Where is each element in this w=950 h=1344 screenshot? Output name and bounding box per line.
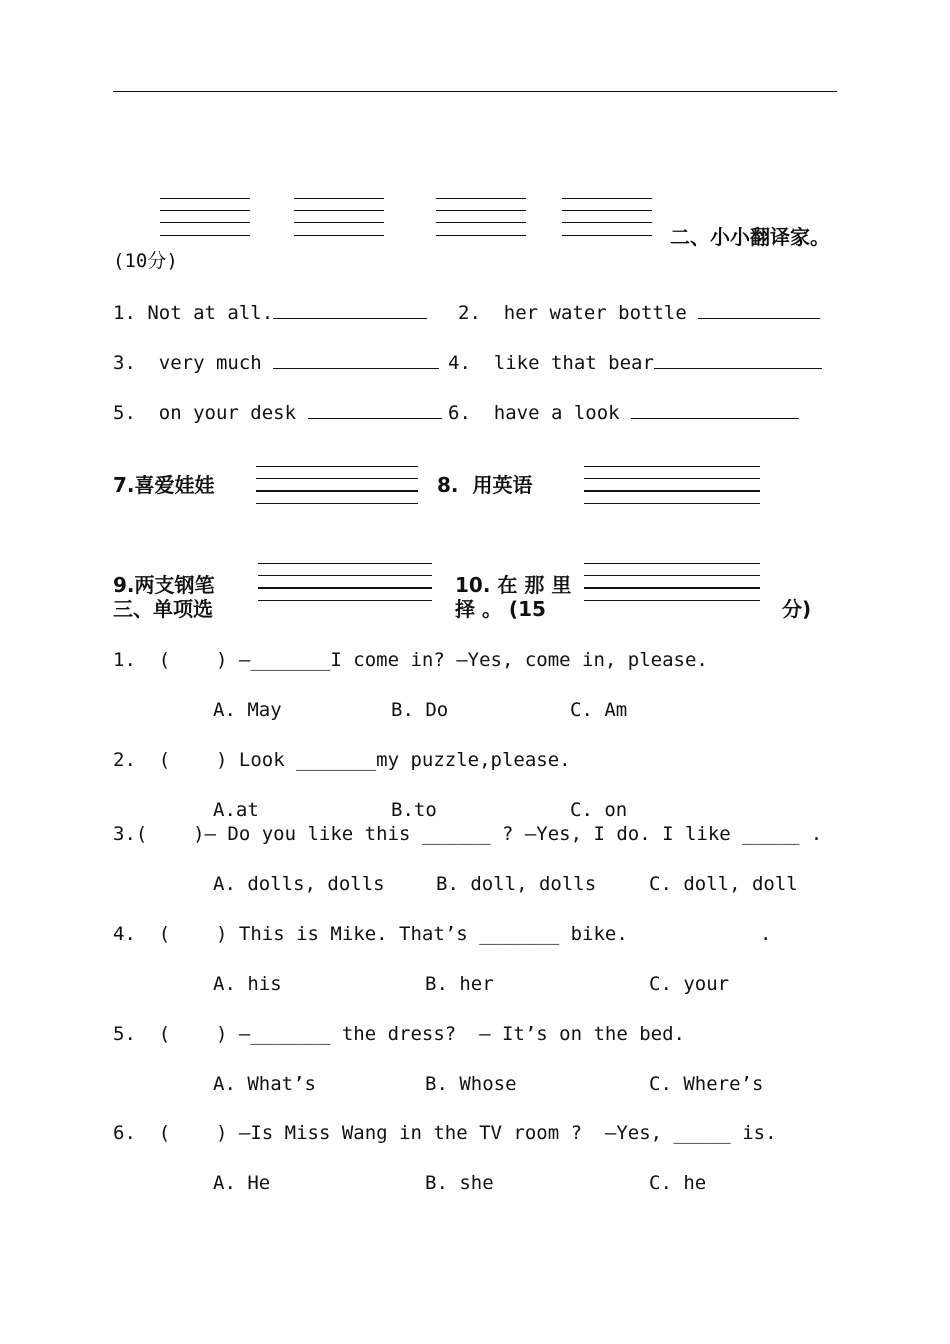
translate-item: 9.两支钢笔 — [113, 573, 215, 597]
writing-guide[interactable] — [584, 466, 760, 506]
answer-blank[interactable] — [631, 400, 799, 419]
section-title: 二、小小翻译家。 — [670, 225, 830, 249]
writing-guide — [562, 198, 652, 238]
section-title: 择 。 (15 — [455, 597, 546, 621]
option[interactable]: A. his — [213, 973, 282, 995]
option[interactable]: C. doll, doll — [649, 873, 798, 895]
option[interactable]: B. Do — [391, 699, 449, 721]
answer-blank[interactable] — [654, 350, 822, 369]
answer-paren[interactable]: ( ) — [158, 1023, 228, 1045]
writing-guide[interactable] — [584, 563, 760, 603]
stray-period: . — [760, 923, 772, 945]
answer-blank[interactable] — [308, 400, 442, 419]
answer-paren[interactable]: ( ) — [158, 649, 228, 671]
translate-item: 4. like that bear — [448, 350, 822, 374]
answer-paren[interactable]: ( ) — [158, 1122, 228, 1144]
option[interactable]: B. Whose — [425, 1073, 517, 1095]
translate-item: 2. her water bottle — [458, 300, 820, 324]
option[interactable]: A. He — [213, 1172, 271, 1194]
question-stem: 2. ( ) Look _______my puzzle,please. — [113, 749, 571, 771]
writing-guide[interactable] — [258, 563, 432, 603]
answer-blank[interactable] — [273, 300, 427, 319]
writing-guide — [294, 198, 384, 238]
answer-blank[interactable] — [273, 350, 439, 369]
option[interactable]: C. Where’s — [649, 1073, 764, 1095]
option[interactable]: B. her — [425, 973, 494, 995]
writing-guide — [436, 198, 526, 238]
writing-guide — [160, 198, 250, 238]
option[interactable]: C. Am — [570, 699, 628, 721]
option[interactable]: A.at — [213, 799, 259, 821]
question-stem: 3.( )— Do you like this ______ ? —Yes, I do. I like _____ . — [113, 823, 823, 845]
question-stem: 6. ( ) —Is Miss Wang in the TV room ? —Yes, _____ is. — [113, 1122, 777, 1144]
option[interactable]: C. he — [649, 1172, 707, 1194]
option[interactable]: B. doll, dolls — [436, 873, 597, 895]
answer-paren[interactable]: ( ) — [158, 923, 228, 945]
question-stem: 5. ( ) —_______ the dress? — It’s on the bed. — [113, 1023, 685, 1045]
header-rule — [113, 91, 837, 92]
answer-blank[interactable] — [698, 300, 820, 319]
section-title: 三、单项选 — [113, 597, 213, 621]
section-title: 分) — [782, 597, 812, 621]
translate-item: 10. 在 那 里 — [455, 573, 572, 597]
option[interactable]: B. she — [425, 1172, 494, 1194]
answer-paren[interactable]: ( ) — [135, 823, 205, 845]
option[interactable]: C. on — [570, 799, 628, 821]
option[interactable]: A. dolls, dolls — [213, 873, 385, 895]
writing-guide[interactable] — [256, 466, 418, 506]
translate-item: 7.喜爱娃娃 — [113, 473, 215, 497]
translate-item: 6. have a look — [448, 400, 799, 424]
option[interactable]: A. May — [213, 699, 282, 721]
answer-paren[interactable]: ( ) — [158, 749, 228, 771]
option[interactable]: A. What’s — [213, 1073, 316, 1095]
question-stem: 4. ( ) This is Mike. That’s _______ bike. — [113, 923, 628, 945]
section-score: (10分) — [113, 250, 178, 272]
translate-item: 5. on your desk — [113, 400, 442, 424]
translate-item: 1. Not at all. — [113, 300, 427, 324]
question-stem: 1. ( ) —_______I come in? —Yes, come in, please. — [113, 649, 708, 671]
option[interactable]: B.to — [391, 799, 437, 821]
option[interactable]: C. your — [649, 973, 730, 995]
translate-item: 3. very much — [113, 350, 439, 374]
translate-item: 8. 用英语 — [437, 473, 533, 497]
